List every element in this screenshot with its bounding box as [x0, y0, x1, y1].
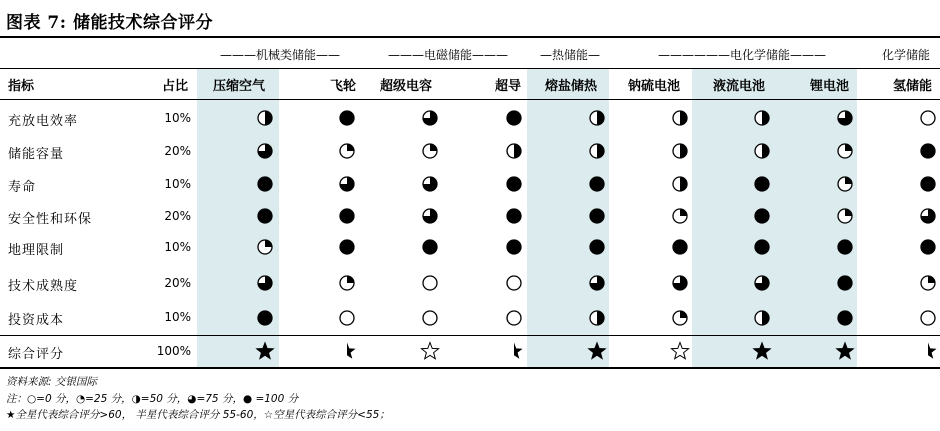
- weight-lifespan: 10%: [164, 177, 191, 191]
- score-full-circle-icon: [255, 308, 275, 328]
- header-indicator: 指标: [8, 79, 35, 94]
- score-full-circle-icon: [835, 308, 855, 328]
- header-tech-0: 压缩空气: [213, 79, 266, 94]
- score-empty-circle-icon: [918, 308, 938, 328]
- row-label-capacity: 储能容量: [8, 147, 65, 162]
- score-quarter-circle-icon: [670, 206, 690, 226]
- score-empty-circle-icon: [918, 108, 938, 128]
- group-electromagnetic: ———电磁储能———: [387, 48, 508, 62]
- score-empty-circle-icon: [337, 308, 357, 328]
- score-half-circle-icon: [670, 174, 690, 194]
- star-note: ★全星代表综合评分>60， 半星代表综合评分 55-60，☆空星代表综合评分<55；: [6, 409, 390, 421]
- score-quarter-circle-icon: [670, 308, 690, 328]
- weight-geography: 10%: [164, 240, 191, 254]
- legend-note: 注：○=0 分，◔=25 分，◑=50 分，◕=75 分，● =100 分: [6, 393, 299, 405]
- score-three-quarter-circle-icon: [337, 174, 357, 194]
- score-half-circle-icon: [752, 108, 772, 128]
- score-full-circle-icon: [504, 108, 524, 128]
- header-weight: 占比: [162, 79, 189, 94]
- empty-star-icon: [420, 341, 440, 361]
- header-tech-6: 液流电池: [713, 79, 766, 94]
- weight-maturity: 20%: [164, 276, 191, 290]
- score-half-circle-icon: [504, 141, 524, 161]
- header-tech-4: 熔盐储热: [545, 79, 598, 94]
- weight-cost: 10%: [164, 310, 191, 324]
- full-star-icon: [255, 341, 275, 361]
- shade-flow-battery: [692, 69, 857, 367]
- score-full-circle-icon: [587, 237, 607, 257]
- score-quarter-circle-icon: [835, 206, 855, 226]
- group-mechanical: ———机械类储能——: [219, 48, 340, 62]
- rule-summary: [0, 335, 940, 336]
- row-label-safety: 安全性和环保: [8, 212, 93, 227]
- score-full-circle-icon: [337, 237, 357, 257]
- score-three-quarter-circle-icon: [255, 273, 275, 293]
- score-empty-circle-icon: [504, 273, 524, 293]
- score-half-circle-icon: [752, 141, 772, 161]
- weight-summary: 100%: [156, 344, 191, 358]
- score-three-quarter-circle-icon: [587, 273, 607, 293]
- score-full-circle-icon: [835, 237, 855, 257]
- score-half-circle-icon: [587, 308, 607, 328]
- rule-header: [0, 68, 940, 69]
- score-empty-circle-icon: [420, 308, 440, 328]
- half-star-icon: [504, 341, 524, 361]
- weight-capacity: 20%: [164, 144, 191, 158]
- score-half-circle-icon: [752, 308, 772, 328]
- header-tech-8: 氢储能: [893, 79, 933, 94]
- score-three-quarter-circle-icon: [670, 273, 690, 293]
- score-quarter-circle-icon: [835, 174, 855, 194]
- score-full-circle-icon: [255, 174, 275, 194]
- rule-top: [0, 36, 940, 38]
- header-tech-5: 钠硫电池: [628, 79, 681, 94]
- full-star-icon: [835, 341, 855, 361]
- score-three-quarter-circle-icon: [918, 206, 938, 226]
- score-full-circle-icon: [587, 206, 607, 226]
- full-star-icon: [587, 341, 607, 361]
- score-full-circle-icon: [587, 174, 607, 194]
- score-full-circle-icon: [670, 237, 690, 257]
- score-full-circle-icon: [504, 206, 524, 226]
- score-full-circle-icon: [504, 174, 524, 194]
- score-empty-circle-icon: [504, 308, 524, 328]
- score-half-circle-icon: [255, 108, 275, 128]
- score-three-quarter-circle-icon: [752, 273, 772, 293]
- score-quarter-circle-icon: [835, 141, 855, 161]
- score-half-circle-icon: [587, 141, 607, 161]
- empty-star-icon: [670, 341, 690, 361]
- score-three-quarter-circle-icon: [835, 108, 855, 128]
- source-note: 资料来源: 交银国际: [6, 376, 97, 388]
- full-star-icon: [752, 341, 772, 361]
- row-label-cost: 投资成本: [8, 313, 65, 328]
- header-tech-3: 超导: [495, 79, 522, 94]
- score-full-circle-icon: [420, 237, 440, 257]
- score-three-quarter-circle-icon: [420, 174, 440, 194]
- score-full-circle-icon: [835, 273, 855, 293]
- score-quarter-circle-icon: [420, 141, 440, 161]
- score-full-circle-icon: [337, 108, 357, 128]
- header-tech-7: 锂电池: [810, 79, 850, 94]
- score-quarter-circle-icon: [255, 237, 275, 257]
- half-star-icon: [337, 341, 357, 361]
- row-label-efficiency: 充放电效率: [8, 114, 79, 129]
- score-full-circle-icon: [752, 206, 772, 226]
- row-label-lifespan: 寿命: [8, 180, 37, 195]
- score-half-circle-icon: [587, 108, 607, 128]
- weight-safety: 20%: [164, 209, 191, 223]
- weight-efficiency: 10%: [164, 111, 191, 125]
- score-full-circle-icon: [752, 237, 772, 257]
- score-full-circle-icon: [918, 174, 938, 194]
- row-label-summary: 综合评分: [8, 347, 65, 362]
- score-full-circle-icon: [918, 237, 938, 257]
- score-full-circle-icon: [752, 174, 772, 194]
- score-quarter-circle-icon: [918, 273, 938, 293]
- score-three-quarter-circle-icon: [255, 141, 275, 161]
- rule-header-bottom: [0, 99, 940, 100]
- score-half-circle-icon: [670, 108, 690, 128]
- group-electrochemical: ——————电化学储能———: [657, 48, 826, 62]
- header-tech-1: 飞轮: [330, 79, 357, 94]
- score-quarter-circle-icon: [337, 273, 357, 293]
- header-tech-2: 超级电容: [380, 79, 433, 94]
- score-half-circle-icon: [670, 141, 690, 161]
- row-label-maturity: 技术成熟度: [8, 279, 79, 294]
- score-full-circle-icon: [918, 141, 938, 161]
- score-quarter-circle-icon: [337, 141, 357, 161]
- group-chemical: 化学储能: [881, 48, 930, 62]
- row-label-geography: 地理限制: [8, 243, 65, 258]
- half-star-icon: [918, 341, 938, 361]
- score-full-circle-icon: [504, 237, 524, 257]
- score-three-quarter-circle-icon: [420, 206, 440, 226]
- score-full-circle-icon: [337, 206, 357, 226]
- page-title: 图表 7: 储能技术综合评分: [6, 13, 213, 33]
- score-three-quarter-circle-icon: [420, 108, 440, 128]
- group-thermal: —热储能—: [539, 48, 600, 62]
- score-full-circle-icon: [255, 206, 275, 226]
- rule-bottom: [0, 367, 940, 369]
- score-empty-circle-icon: [420, 273, 440, 293]
